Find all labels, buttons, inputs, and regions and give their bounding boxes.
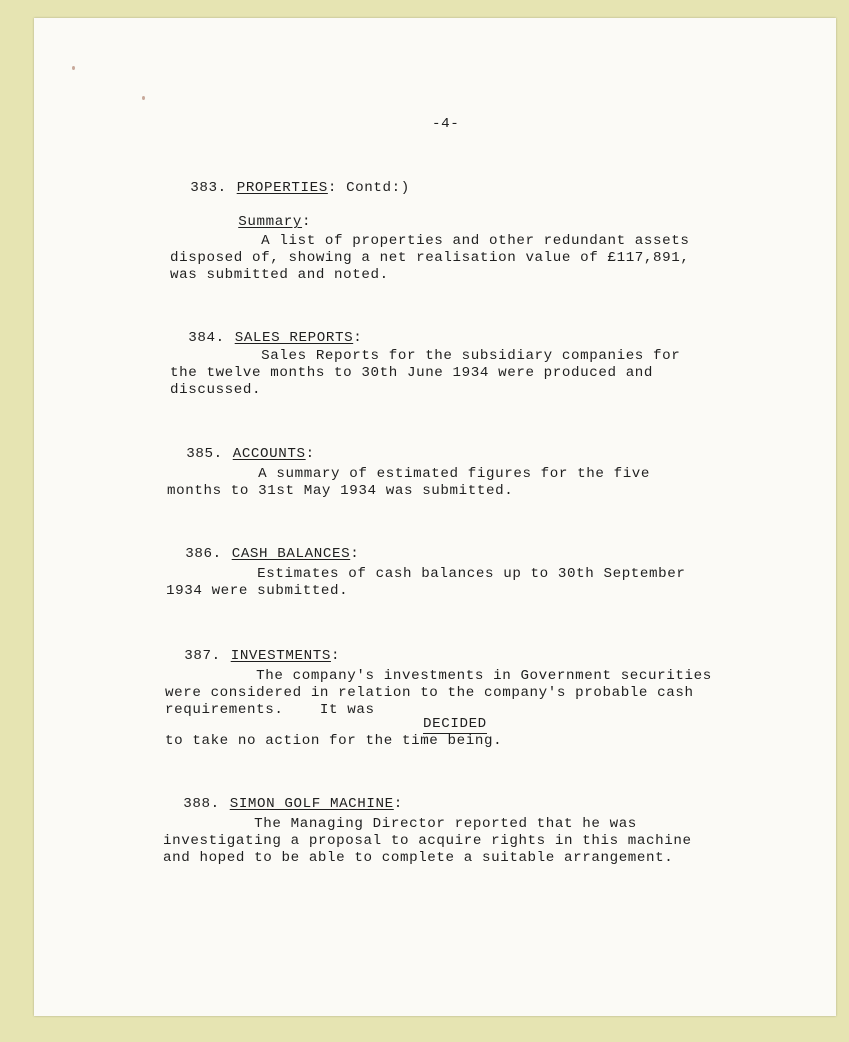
section-body [163, 816, 692, 867]
section-heading [170, 314, 362, 346]
body-line: Sales Reports for the subsidiary companies for [170, 348, 681, 364]
section-title-suffix: : [350, 546, 360, 562]
body-line: Estimates of cash balances up to 30th September [166, 566, 686, 582]
section-title: PROPERTIES [236, 180, 328, 196]
section-number: 385. [186, 446, 223, 462]
section-title-suffix: : [330, 648, 341, 664]
decided-label: DECIDED [423, 716, 487, 732]
subheading-suffix: : [302, 214, 312, 230]
subheading [220, 198, 311, 230]
body-line: The company's investments in Government securities [165, 668, 712, 684]
section-title-suffix: : [305, 446, 315, 462]
section-title: CASH BALANCES [231, 546, 351, 562]
body-line: requirements. It was [165, 702, 375, 718]
section-heading [167, 530, 359, 562]
body-line: the twelve months to 30th June 1934 were produced and [170, 365, 654, 381]
section-number: 384. [188, 330, 225, 346]
section-title-suffix: : [393, 796, 403, 812]
section-title: INVESTMENTS [230, 648, 331, 664]
section-heading [166, 632, 340, 664]
section-heading [172, 164, 410, 196]
section-title-suffix: : [353, 330, 363, 346]
body-line: A list of properties and other redundant assets [170, 233, 690, 249]
section-title: ACCOUNTS [232, 446, 306, 462]
section-heading [165, 780, 403, 812]
body-line: was submitted and noted. [170, 267, 389, 283]
punch-mark [142, 96, 145, 100]
body-line: A summary of estimated figures for the five [167, 466, 651, 482]
section-body [170, 233, 690, 284]
section-title: SALES REPORTS [234, 330, 354, 346]
body-line: were considered in relation to the company's probable cash [165, 685, 694, 701]
section-number: 386. [185, 546, 222, 562]
body-line: months to 31st May 1934 was submitted. [167, 483, 514, 499]
section-number: 387. [184, 648, 221, 664]
body-line: investigating a proposal to acquire rights in this machine [163, 833, 692, 849]
section-body [167, 466, 650, 500]
section-body [170, 348, 680, 399]
section-number: 388. [183, 796, 220, 812]
section-title-suffix: : Contd:) [327, 180, 410, 196]
subheading-title: Summary [238, 214, 303, 230]
section-title: SIMON GOLF MACHINE [229, 796, 394, 812]
page-number: -4- [432, 116, 460, 132]
section-body [165, 668, 712, 719]
body-line: The Managing Director reported that he was [163, 816, 637, 832]
section-number: 383. [190, 180, 227, 196]
body-line: and hoped to be able to complete a suitable arrangement. [163, 850, 674, 866]
punch-mark [72, 66, 75, 70]
decision-line: to take no action for the time being. [165, 733, 503, 749]
section-heading [168, 430, 315, 462]
body-line: disposed of, showing a net realisation value of £117,891, [170, 250, 690, 266]
section-body [166, 566, 686, 600]
body-line: discussed. [170, 382, 262, 398]
body-line: 1934 were submitted. [166, 583, 349, 599]
